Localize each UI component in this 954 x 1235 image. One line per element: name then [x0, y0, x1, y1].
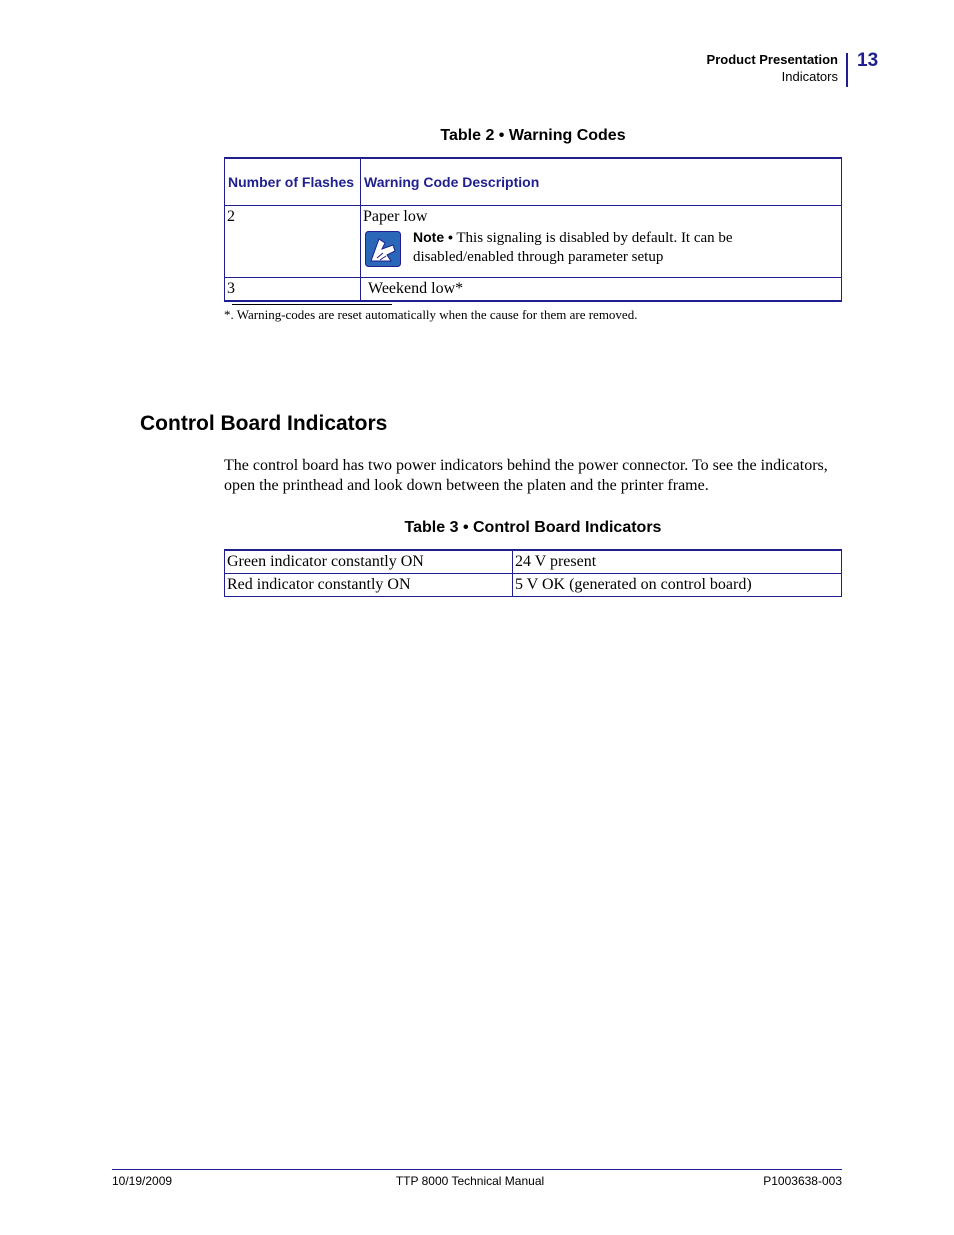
footnote-rule: [232, 304, 392, 305]
running-header-section: Product Presentation: [706, 52, 838, 67]
note-label: Note •: [413, 229, 453, 245]
column-header-description: Warning Code Description: [361, 158, 842, 206]
table2-caption: Table 2 • Warning Codes: [440, 127, 626, 144]
indicator-cell: Red indicator constantly ON: [225, 574, 513, 597]
footer-rule: [112, 1169, 842, 1170]
indicator-cell: Green indicator constantly ON: [225, 550, 513, 574]
column-header-flashes: Number of Flashes: [225, 158, 361, 206]
table-header-row: [225, 158, 842, 206]
footer-doc-number: P1003638-003: [763, 1174, 842, 1188]
note-hand-icon: [365, 231, 401, 267]
control-board-indicators-table: [224, 549, 842, 597]
cell-description: [361, 206, 842, 278]
table-row: [225, 278, 842, 302]
page-number: 13: [857, 50, 879, 71]
table-footnote: *. Warning-codes are reset automatically when the cause for them are removed.: [224, 307, 638, 322]
flashes-value: 2: [227, 208, 235, 225]
warning-codes-table: [224, 157, 842, 302]
flashes-value: 3: [227, 280, 235, 297]
cell-flashes: [225, 278, 361, 302]
body-paragraph: The control board has two power indicators behind the power connector. To see the indicators, open the printhead and look down between the platen and the printer frame.: [224, 457, 828, 494]
table-row: [225, 206, 842, 278]
footer-date: 10/19/2009: [112, 1174, 173, 1188]
description-value: Weekend low*: [368, 280, 464, 297]
running-header-subsection: Indicators: [781, 69, 838, 84]
table3-caption: Table 3 • Control Board Indicators: [404, 519, 662, 536]
footer-title: TTP 8000 Technical Manual: [395, 1174, 545, 1188]
note-body: This signaling is disabled by default. It can be disabled/enabled through parameter setup: [413, 230, 733, 265]
note-block: [361, 226, 841, 276]
cell-description: [361, 278, 842, 302]
note-text: [413, 228, 773, 267]
header-divider: [846, 53, 848, 87]
meaning-cell: 5 V OK (generated on control board): [513, 574, 842, 597]
meaning-cell: 24 V present: [513, 550, 842, 574]
table-row: [225, 574, 842, 597]
description-value: Paper low: [363, 208, 428, 225]
section-heading: Control Board Indicators: [140, 412, 388, 435]
cell-flashes: [225, 206, 361, 278]
table-row: [225, 550, 842, 574]
